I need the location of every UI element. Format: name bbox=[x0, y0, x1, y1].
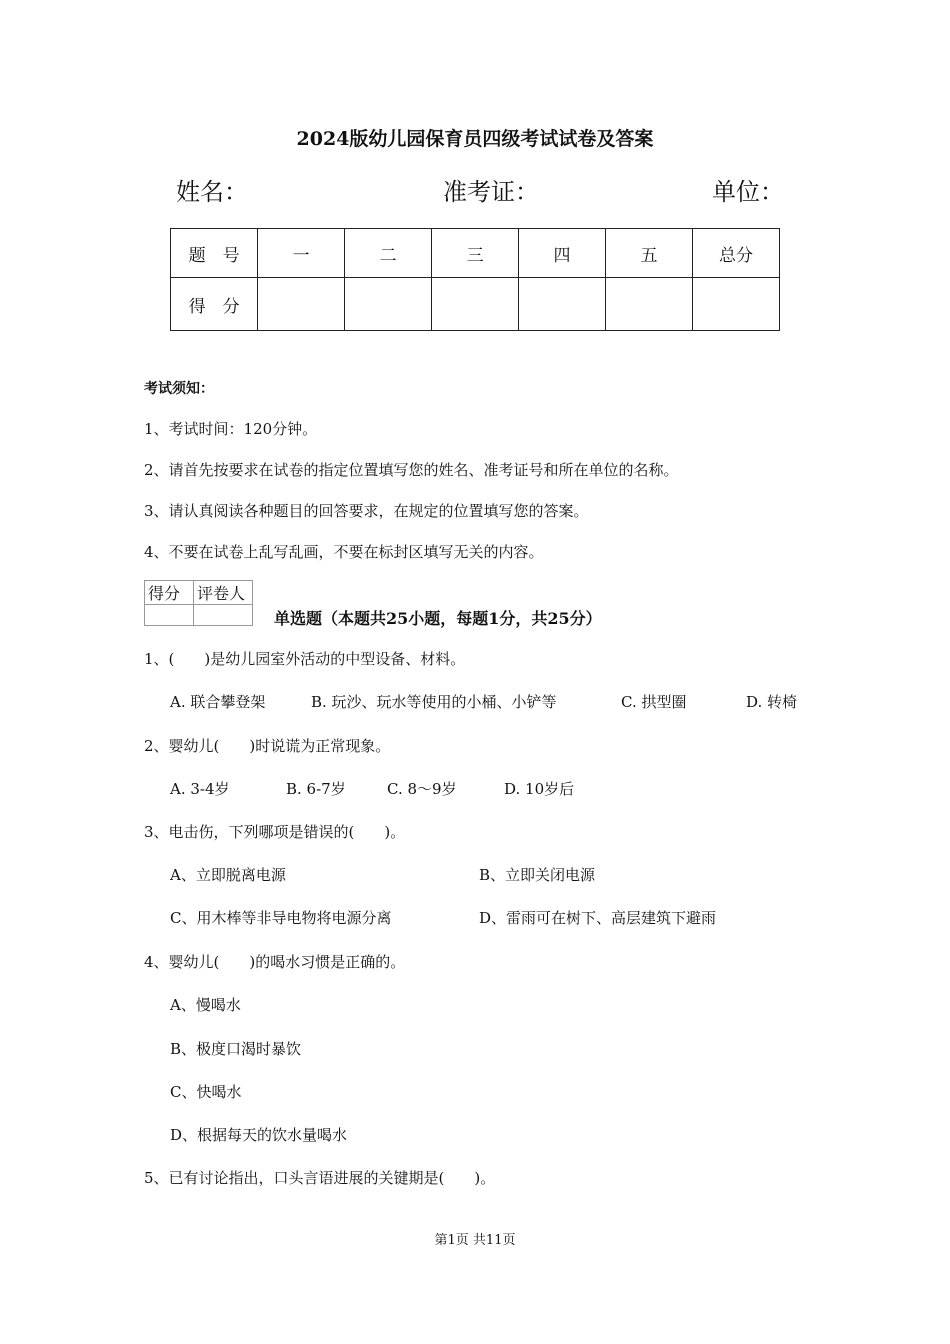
grader-name-cell bbox=[194, 605, 253, 626]
score-table-header-cell: 二 bbox=[345, 229, 432, 278]
question-option: B、极度口渴时暴饮 bbox=[170, 1040, 302, 1058]
page-footer: 第1页 共11页 bbox=[434, 1233, 516, 1248]
score-table bbox=[170, 228, 780, 331]
score-table-header-cell: 四 bbox=[519, 229, 606, 278]
question-option: C、快喝水 bbox=[170, 1083, 242, 1101]
exam-id-label: 准考证： bbox=[443, 178, 539, 206]
unit-label: 单位： bbox=[712, 178, 784, 206]
question-option: C. 拱型圈 bbox=[621, 693, 687, 711]
score-cell bbox=[432, 278, 519, 331]
grader-score-cell bbox=[145, 605, 194, 626]
question-option: C. 8～9岁 bbox=[387, 780, 457, 798]
question-option: C、用木棒等非导电物将电源分离 bbox=[170, 909, 392, 927]
notice-item: 4、不要在试卷上乱写乱画，不要在标封区填写无关的内容。 bbox=[144, 543, 544, 561]
grader-name-label: 评卷人 bbox=[194, 581, 253, 605]
score-cell bbox=[258, 278, 345, 331]
question-stem: 3、电击伤，下列哪项是错误的( )。 bbox=[144, 823, 406, 841]
question-option: D. 10岁后 bbox=[504, 780, 575, 798]
page-title: 2024版幼儿园保育员四级考试试卷及答案 bbox=[296, 128, 654, 150]
question-option: B. 玩沙、玩水等使用的小桶、小铲等 bbox=[311, 693, 557, 711]
question-stem: 2、婴幼儿( )时说谎为正常现象。 bbox=[144, 737, 391, 755]
score-table-header-cell: 总分 bbox=[692, 229, 779, 278]
score-row-label: 得 分 bbox=[171, 278, 258, 331]
grader-box bbox=[144, 580, 253, 626]
score-cell bbox=[692, 278, 779, 331]
question-stem: 5、已有讨论指出，口头言语进展的关键期是( )。 bbox=[144, 1169, 496, 1187]
section-title: 单选题（本题共25小题，每题1分，共25分） bbox=[274, 609, 602, 628]
question-option: A、立即脱离电源 bbox=[170, 866, 286, 884]
score-table-header-cell: 一 bbox=[258, 229, 345, 278]
question-option: B. 6-7岁 bbox=[286, 780, 346, 798]
score-table-header-cell: 五 bbox=[606, 229, 693, 278]
question-option: B、立即关闭电源 bbox=[479, 866, 596, 884]
question-option: A. 联合攀登架 bbox=[170, 693, 266, 711]
score-cell bbox=[345, 278, 432, 331]
question-option: D. 转椅 bbox=[746, 693, 798, 711]
question-option: D、雷雨可在树下、高层建筑下避雨 bbox=[479, 909, 717, 927]
question-option: D、根据每天的饮水量喝水 bbox=[170, 1126, 348, 1144]
notice-item: 1、考试时间：120分钟。 bbox=[144, 420, 318, 438]
score-table-score-row bbox=[171, 278, 780, 331]
question-option: A. 3-4岁 bbox=[170, 780, 230, 798]
notice-item: 3、请认真阅读各种题目的回答要求，在规定的位置填写您的答案。 bbox=[144, 502, 589, 520]
notice-title: 考试须知： bbox=[144, 381, 214, 397]
score-cell bbox=[519, 278, 606, 331]
name-label: 姓名： bbox=[176, 178, 248, 206]
score-table-header-cell: 题 号 bbox=[171, 229, 258, 278]
score-table-header-cell: 三 bbox=[432, 229, 519, 278]
question-stem: 1、( )是幼儿园室外活动的中型设备、材料。 bbox=[144, 650, 466, 668]
score-cell bbox=[606, 278, 693, 331]
question-stem: 4、婴幼儿( )的喝水习惯是正确的。 bbox=[144, 953, 406, 971]
grader-score-label: 得分 bbox=[145, 581, 194, 605]
notice-item: 2、请首先按要求在试卷的指定位置填写您的姓名、准考证号和所在单位的名称。 bbox=[144, 461, 679, 479]
question-option: A、慢喝水 bbox=[170, 996, 241, 1014]
score-table-header-row bbox=[171, 229, 780, 278]
